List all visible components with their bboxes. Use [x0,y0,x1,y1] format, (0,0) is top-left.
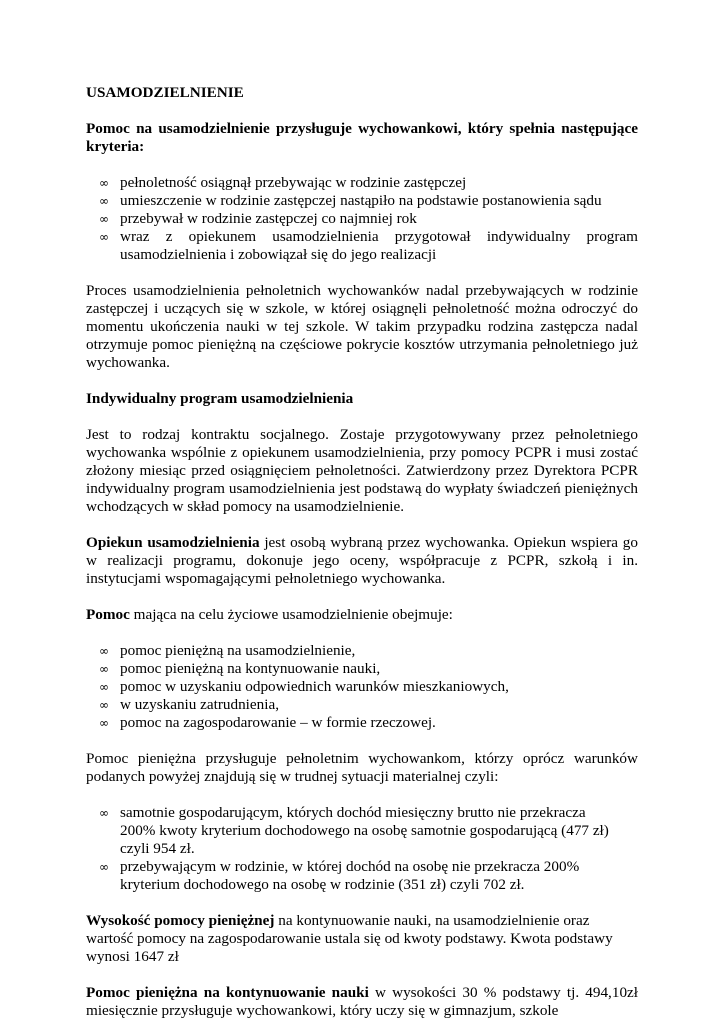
list-item: ∞ umieszczenie w rodzinie zastępczej nastąpiło na podstawie postanowienia sądu [99,192,602,209]
financial-list [86,804,638,894]
infinity-bullet-icon: ∞ [99,230,109,244]
intro-heading: Pomoc na usamodzielnienie przysługuje wychowankowi, który spełnia następujące kryteria: [86,120,638,155]
list-item: ∞ wraz z opiekunem usamodzielnienia przygotował indywidualny program usamodzielnienia i zobowiązał się do jego realizacji [99,228,638,263]
continuation-paragraph: Pomoc pieniężna na kontynuowanie nauki w wysokości 30 % podstawy tj. 494,10zł miesięcznie przysługuje wychowankowi, który uczy się w gimnazjum, szkole [86,984,638,1019]
infinity-bullet-icon: ∞ [99,194,109,208]
list-item: ∞ pomoc pieniężną na kontynuowanie nauki, [99,660,381,677]
infinity-bullet-icon: ∞ [99,698,109,712]
list-item: ∞ pomoc pieniężną na usamodzielnienie, [99,642,356,659]
help-paragraph: Pomoc mająca na celu życiowe usamodzielnienie obejmuje: [86,606,453,623]
list-item: ∞ pełnoletność osiągnął przebywając w rodzinie zastępczej [99,174,467,191]
criteria-list [86,174,638,264]
document-page [86,84,638,1020]
guardian-paragraph: Opiekun usamodzielnienia jest osobą wybraną przez wychowanka. Opiekun wspiera go w realizacji programu, dokonuje jego oceny, współpracuje z PCPR, szkołą i in. instytucjami wspomagającymi pełnoletniego wychowanka. [86,534,638,587]
process-paragraph: Proces usamodzielnienia pełnoletnich wychowanków nadal przebywających w rodzinie zastępczej i uczących się w szkole, w której osiągnęli pełnoletność można odroczyć do momentu ukończenia nauki w tej szkole. W takim przypadku rodzina zastępcza nadal otrzymuje pomoc pieniężną na częściowe pokrycie kosztów utrzymania pełnoletniego już wychowanka. [86,282,638,371]
infinity-bullet-icon: ∞ [99,662,109,676]
list-item: ∞ pomoc na zagospodarowanie – w formie rzeczowej. [99,714,436,731]
infinity-bullet-icon: ∞ [99,680,109,694]
list-item: ∞ przebywającym w rodzinie, w której dochód na osobę nie przekracza 200% kryterium dochodowego na osobę w rodzinie (351 zł) czyli 702 zł. [99,858,580,893]
amount-paragraph: Wysokość pomocy pieniężnej na kontynuowanie nauki, na usamodzielnienie oraz wartość pomocy na zagospodarowanie ustala się od kwoty podstawy. Kwota podstawy wynosi 1647 zł [86,912,613,965]
infinity-bullet-icon: ∞ [99,212,109,226]
infinity-bullet-icon: ∞ [99,806,109,820]
list-item: ∞ w uzyskaniu zatrudnienia, [99,696,279,713]
help-list [86,642,638,732]
list-item: ∞ pomoc w uzyskaniu odpowiednich warunków mieszkaniowych, [99,678,509,695]
financial-paragraph: Pomoc pieniężna przysługuje pełnoletnim wychowankom, którzy oprócz warunków podanych powyżej znajdują się w trudnej sytuacji materialnej czyli: [86,750,638,785]
infinity-bullet-icon: ∞ [99,176,109,190]
infinity-bullet-icon: ∞ [99,716,109,730]
infinity-bullet-icon: ∞ [99,644,109,658]
list-item: ∞ przebywał w rodzinie zastępczej co najmniej rok [99,210,417,227]
page-title: USAMODZIELNIENIE [86,84,244,101]
infinity-bullet-icon: ∞ [99,860,109,874]
program-paragraph: Jest to rodzaj kontraktu socjalnego. Zostaje przygotowywany przez pełnoletniego wychowanka wspólnie z opiekunem usamodzielnienia, przy pomocy PCPR i musi zostać złożony miesiąc przed osiągnięciem pełnoletności. Zatwierdzony przez Dyrektora PCPR indywidualny program usamodzielnienia jest podstawą do wypłaty świadczeń pieniężnych wchodzących w skład pomocy na usamodzielnienie. [86,426,638,515]
list-item: ∞ samotnie gospodarującym, których dochód miesięczny brutto nie przekracza 200% kwoty kryterium dochodowego na osobę samotnie gospodarującą (477 zł) czyli 954 zł. [99,804,609,857]
program-heading: Indywidualny program usamodzielnienia [86,390,354,407]
